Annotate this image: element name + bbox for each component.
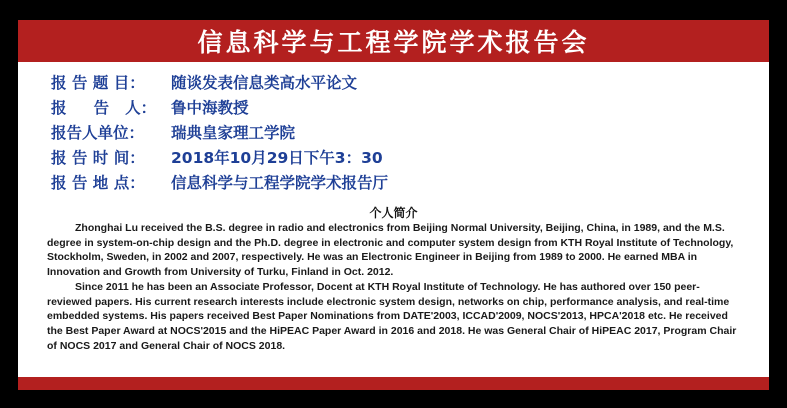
footer-bar — [18, 377, 769, 390]
info-value-affiliation: 瑞典皇家理工学院 — [171, 124, 296, 142]
info-label-time: 报 告 时 间： — [51, 149, 145, 167]
info-value-topic: 随谈发表信息类高水平论文 — [171, 74, 358, 92]
info-value-speaker: 鲁中海教授 — [171, 99, 249, 117]
title-banner — [18, 20, 769, 62]
bio-paragraph: Zhonghai Lu received the B.S. degree in radio and electronics from Beijing Normal University, Beijing, China, in 1989, and the M.S. degree in system-on-chip design and the Ph.D. degree in electronic and computer system design from KTH Royal Institute of Technology, Stockholm, Sweden, in 2002 and 2007, respectively. He was an Electronic Engineer in Beijing from 1989 to 2000. He earned MBA in Innovation and Growth from University of Turku, Finland in Oct. 2012. — [47, 222, 734, 279]
talk-info — [51, 71, 751, 196]
info-row-affiliation — [51, 121, 751, 146]
info-label-location: 报 告 地 点： — [51, 174, 145, 192]
bio-heading: 个人简介 — [369, 206, 418, 220]
banner-title: 信息科学与工程学院学术报告会 — [197, 28, 590, 57]
info-row-time — [51, 146, 751, 171]
info-row-location — [51, 171, 751, 196]
poster-panel — [18, 20, 769, 390]
info-row-topic — [51, 71, 751, 96]
bio-paragraph: Since 2011 he has been an Associate Professor, Docent at KTH Royal Institute of Technology. He has authored over 150 peer-reviewed papers. His current research interests include electronic system design, networks on chip, performance analysis, and real-time embedded systems. His papers received Best Paper Nominations from DATE'2003, ICCAD'2009, NOCS'2013, HPCA'2018 etc. He received the Best Paper Award at NOCS'2015 and the HiPEAC Paper Award in 2016 and 2018. He was General Chair of HiPEAC 2017, Program Chair of NOCS 2017 and General Chair of NOCS 2018. — [47, 280, 737, 352]
info-row-speaker — [51, 96, 751, 121]
bio-text — [47, 221, 743, 353]
info-label-topic: 报 告 题 目： — [51, 74, 145, 92]
info-label-speaker: 报 告 人： — [51, 99, 157, 117]
info-value-location: 信息科学与工程学院学术报告厅 — [171, 174, 389, 192]
info-value-time: 2018年10月29日下午3：30 — [171, 149, 383, 167]
info-label-affiliation: 报告人单位： — [51, 124, 145, 142]
